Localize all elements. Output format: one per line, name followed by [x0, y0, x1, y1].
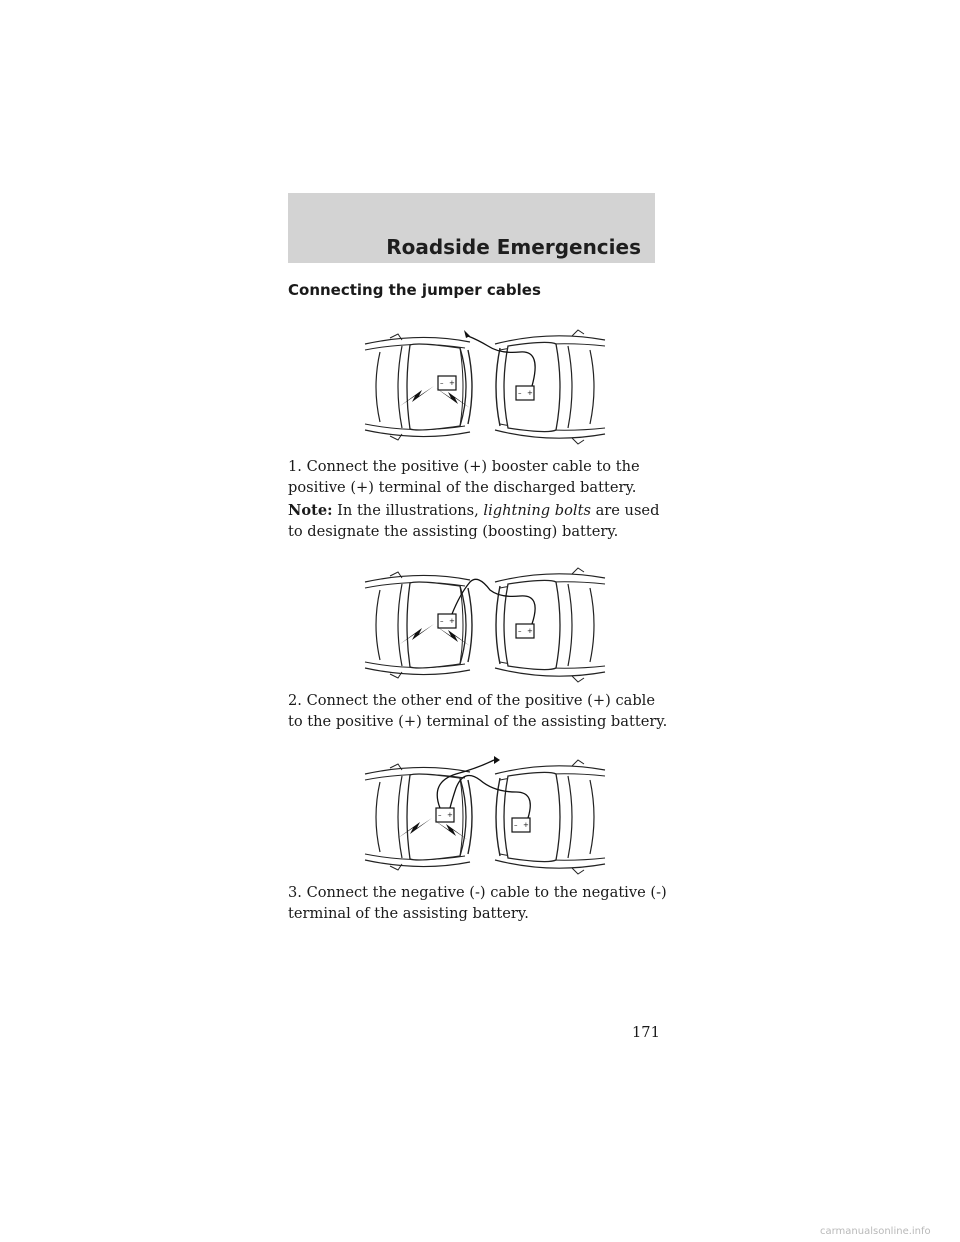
header-band	[288, 193, 655, 263]
step-1-text: 1. Connect the positive (+) booster cable to the positive (+) terminal of the discharged battery.	[288, 458, 640, 496]
watermark: carmanualsonline.info	[820, 1226, 931, 1237]
battery-negative-label: –	[440, 379, 444, 387]
note-paragraph	[288, 500, 668, 542]
jumper-illustration-step-1	[360, 322, 610, 452]
step-3-text: 3. Connect the negative (-) cable to the negative (-) terminal of the assisting battery.	[288, 884, 667, 922]
battery-positive-label: +	[527, 627, 533, 635]
battery-negative-label: –	[438, 811, 442, 819]
section-heading: Connecting the jumper cables	[288, 281, 541, 299]
battery-positive-label: +	[527, 389, 533, 397]
battery-negative-label: –	[518, 389, 522, 397]
page-number: 171	[632, 1024, 660, 1041]
page-section-title: Roadside Emergencies	[386, 235, 641, 259]
battery-positive-label: +	[447, 811, 453, 819]
battery-negative-label: –	[440, 617, 444, 625]
step-2-text: 2. Connect the other end of the positive (+) cable to the positive (+) terminal of the assisting battery.	[288, 692, 668, 730]
assisting-battery-3	[436, 808, 454, 822]
assisting-battery-2	[438, 614, 456, 628]
jumper-illustration-step-2	[360, 560, 610, 690]
discharged-battery-2	[516, 624, 534, 638]
note-label: Note:	[288, 502, 333, 519]
battery-negative-label: –	[518, 627, 522, 635]
note-emphasis: lightning bolts	[483, 502, 591, 519]
battery-positive-label: +	[523, 821, 529, 829]
assisting-battery-1	[438, 376, 456, 390]
discharged-battery-1	[516, 386, 534, 400]
battery-negative-label: –	[514, 821, 518, 829]
battery-positive-label: +	[449, 379, 455, 387]
battery-positive-label: +	[449, 617, 455, 625]
vehicles-drawing	[365, 760, 605, 874]
note-text-after: are used to designate the assisting (boosting) battery.	[288, 502, 660, 540]
note-text-before: In the illustrations,	[337, 502, 479, 519]
jumper-illustration-step-3	[360, 752, 610, 882]
vehicles-drawing	[365, 330, 605, 444]
cable-clamp	[494, 756, 500, 764]
discharged-battery-3	[512, 818, 530, 832]
